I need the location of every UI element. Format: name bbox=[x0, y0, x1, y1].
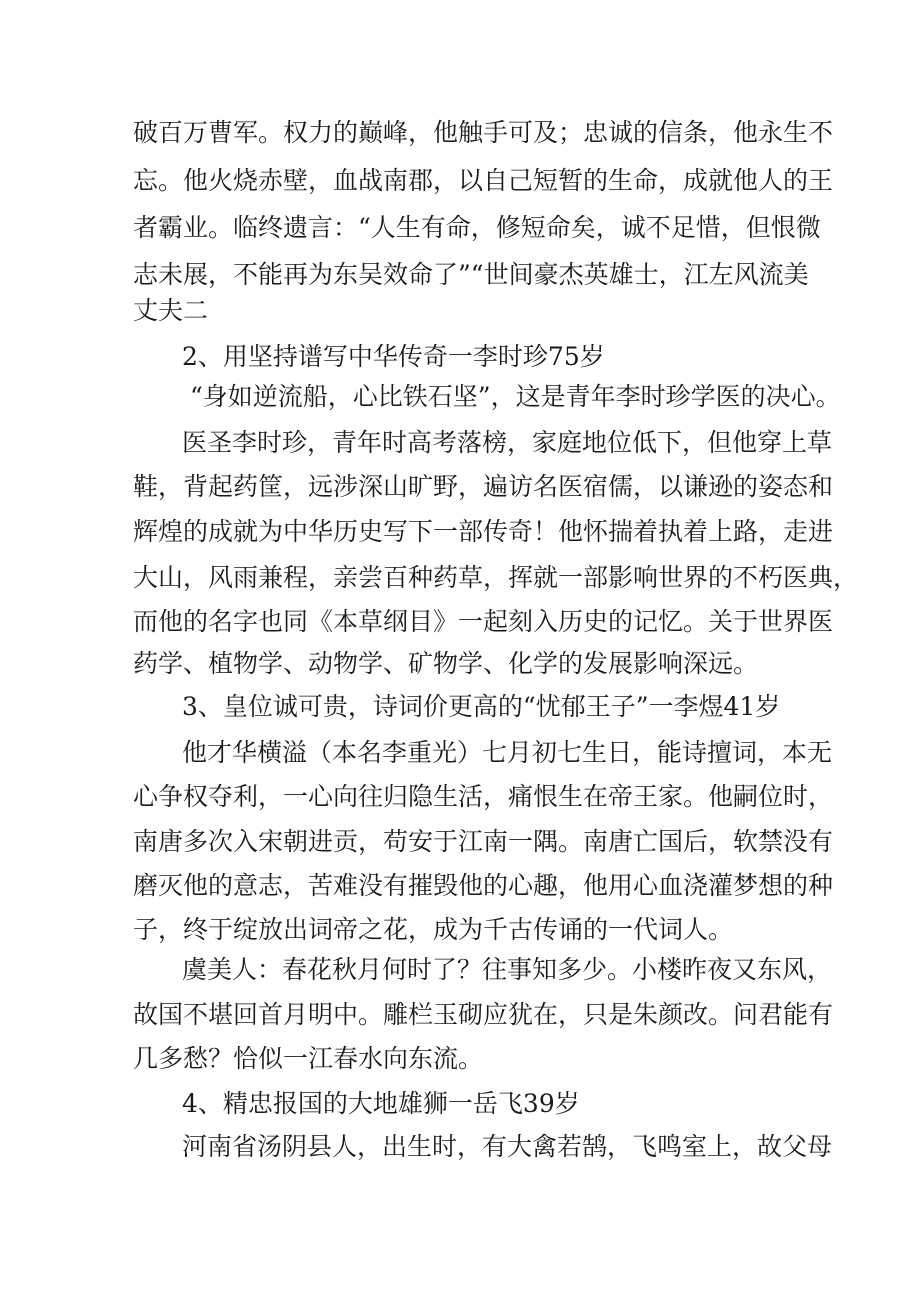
text-line: 心争权夺利，一心向往归隐生活，痛恨生在帝王家。他嗣位时， bbox=[133, 782, 834, 811]
text-line: 他才华横溢（本名李重光）七月初七生日，能诗擅词，本无 bbox=[182, 738, 833, 767]
text-line: 几多愁？恰似一江春水向东流。 bbox=[133, 1044, 484, 1073]
text-line: 药学、植物学、动物学、矿物学、化学的发展影响深远。 bbox=[133, 649, 759, 678]
text-line: 南唐多次入宋朝进贡，苟安于江南一隅。南唐亡国后，软禁没有 bbox=[133, 827, 834, 856]
text-line: 河南省汤阴县人，出生时，有大禽若鹄，飞鸣室上，故父母 bbox=[182, 1132, 833, 1161]
text-line: 辉煌的成就为中华历史写下一部传奇！他怀揣着执着上路，走进 bbox=[133, 517, 834, 546]
text-line: 者霸业。临终遗言：“人生有命，修短命矣，诚不足惜，但恨微 bbox=[133, 213, 821, 242]
section-heading: 3、皇位诚可贵，诗词价更高的“忧郁王子”一李煜41岁 bbox=[182, 692, 781, 721]
text-line: 破百万曹军。权力的巅峰，他触手可及；忠诚的信条，他永生不 bbox=[133, 118, 834, 147]
text-line: 子，终于绽放出词帝之花，成为千古传诵的一代词人。 bbox=[133, 915, 734, 944]
text-line: 而他的名字也同《本草纲目》一起刻入历史的记忆。关于世界医 bbox=[133, 607, 834, 636]
text-line: 大山，风雨兼程，亲尝百种药草，挥就一部影响世界的不朽医典， bbox=[133, 563, 859, 592]
text-line: 志未展，不能再为东吴效命了”“世间豪杰英雄士，江左风流美 bbox=[133, 260, 809, 289]
text-line: 鞋，背起药筐，远涉深山旷野，遍访名医宿儒，以谦逊的姿态和 bbox=[133, 472, 834, 501]
text-line: 丈夫二 bbox=[133, 296, 209, 325]
text-line: 虞美人：春花秋月何时了？往事知多少。小楼昨夜又东风， bbox=[182, 955, 833, 984]
text-line: 磨灭他的意志，苦难没有摧毁他的心趣，他用心血浇灌梦想的种 bbox=[133, 871, 834, 900]
section-heading: 2、用坚持谱写中华传奇一李时珍75岁 bbox=[182, 342, 605, 371]
text-line: 医圣李时珍，青年时高考落榜，家庭地位低下，但他穿上草 bbox=[182, 428, 833, 457]
text-line: “身如逆流船，心比铁石坚”，这是青年李时珍学医的决心。 bbox=[190, 382, 841, 411]
section-heading: 4、精忠报国的大地雄狮一岳飞39岁 bbox=[182, 1089, 580, 1118]
text-line: 故国不堪回首月明中。雕栏玉砌应犹在，只是朱颜改。问君能有 bbox=[133, 1000, 834, 1029]
text-line: 忘。他火烧赤壁，血战南郡，以自己短暂的生命，成就他人的王 bbox=[133, 166, 834, 195]
